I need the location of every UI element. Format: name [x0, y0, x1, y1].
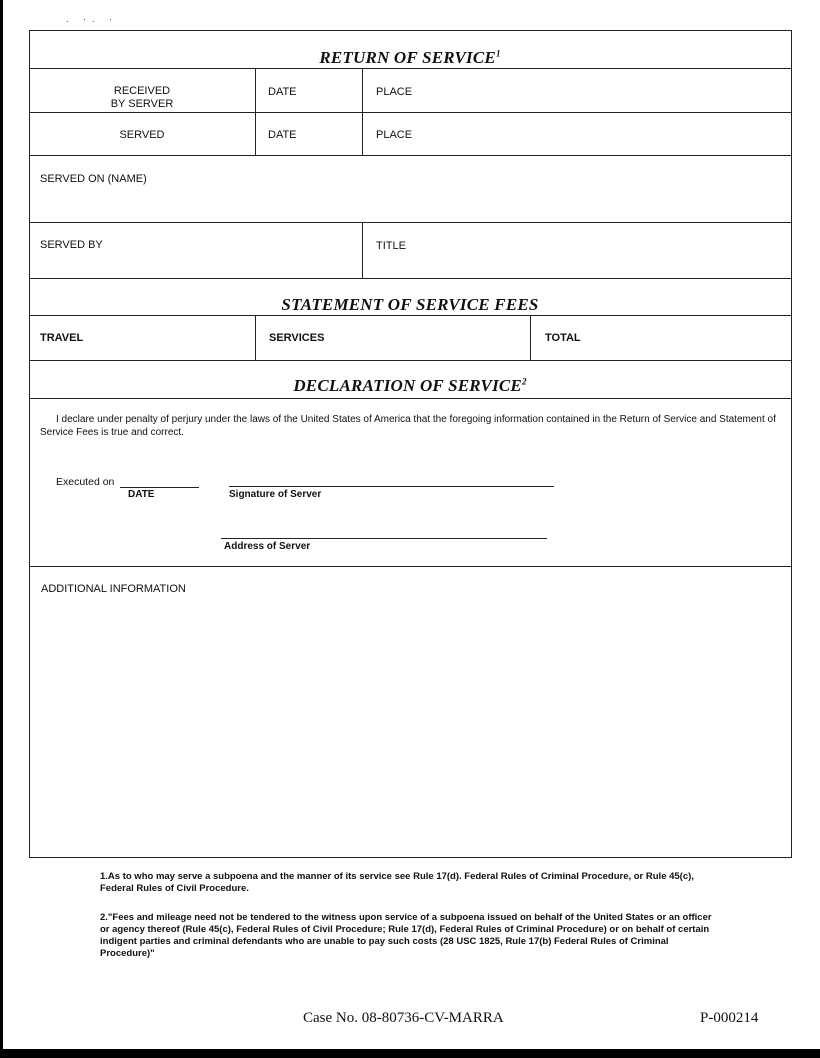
return-of-service-title-text: RETURN OF SERVICE: [319, 48, 496, 67]
footnote-2: 2."Fees and mileage need not be tendered to the witness upon service of a subpoena issued on behalf of the United States or an officer or agency thereof (Rule 45(c), Federal Rules of Civil Procedure; Rule 17(d), Federal Rules of Criminal Procedure) or on behalf of certain indigent parties and criminal defendants who are unable to pay such costs (28 USC 1825, Rule 17(b) Federal Rules of Criminal Procedure)": [100, 912, 712, 959]
declaration-text: I declare under penalty of perjury under the laws of the United States of America that the foregoing information contained in the Return of Service and Statement of Service Fees is true and correct.: [40, 414, 776, 438]
date-line: [120, 487, 199, 488]
return-of-service-footnote-ref: 1: [495, 48, 501, 59]
title-field-label: TITLE: [376, 240, 406, 252]
declaration-footnote-ref: 2: [521, 376, 527, 387]
page-edge-left: [0, 0, 3, 1058]
date-label: DATE: [128, 489, 155, 500]
service-fees-title: STATEMENT OF SERVICE FEES: [281, 295, 539, 314]
received-by-server-label: RECEIVED BY SERVER: [110, 85, 174, 110]
scan-marks: . ·. ·: [66, 14, 118, 24]
served-place-label: PLACE: [376, 129, 413, 141]
served-date-label: DATE: [268, 129, 297, 141]
served-label: SERVED: [119, 129, 165, 141]
executed-on-label: Executed on: [56, 476, 115, 488]
address-of-server-label: Address of Server: [224, 541, 311, 552]
declaration-title-text: DECLARATION OF SERVICE: [293, 376, 522, 395]
served-on-name-label: SERVED ON (NAME): [40, 173, 147, 185]
served-by-label: SERVED BY: [40, 239, 103, 251]
case-number: Case No. 08-80736-CV-MARRA: [303, 1010, 504, 1026]
received-place-label: PLACE: [376, 86, 413, 98]
received-date-label: DATE: [268, 86, 297, 98]
travel-label: TRAVEL: [40, 332, 84, 344]
page-edge-bottom: [0, 1049, 820, 1058]
additional-information-label: ADDITIONAL INFORMATION: [41, 583, 186, 595]
signature-line: [229, 486, 554, 487]
footnote-1: 1.As to who may serve a subpoena and the manner of its service see Rule 17(d). Federal Rules of Criminal Procedure, or Rule 45(c), Federal Rules of Civil Procedure.: [100, 871, 694, 894]
declaration-title: [29, 376, 791, 396]
address-line: [221, 538, 547, 539]
return-of-service-title: [29, 48, 791, 68]
services-label: SERVICES: [269, 332, 325, 344]
page-identifier: P-000214: [700, 1010, 759, 1026]
total-label: TOTAL: [545, 332, 581, 344]
signature-of-server-label: Signature of Server: [229, 489, 322, 500]
